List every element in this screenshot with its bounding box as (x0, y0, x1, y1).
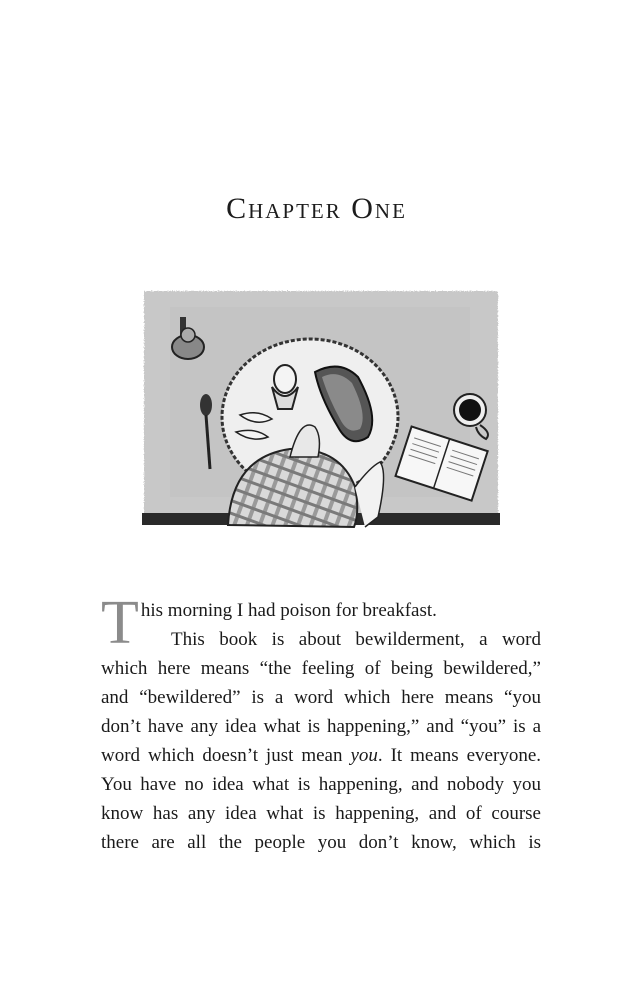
text-line: You have no idea what is happening, and nobody you (101, 774, 541, 795)
text-fragment: word which doesn’t just mean (101, 745, 351, 766)
text-line: This book is about bewilderment, a word (171, 629, 541, 650)
text-line (101, 741, 541, 770)
text-line: his morning I had poison for breakfast. (140, 600, 437, 621)
drop-cap: T (101, 589, 139, 657)
text-line: which here means “the feeling of being bewildered,” (101, 658, 541, 679)
breakfast-illustration (140, 287, 502, 530)
text-line: don’t have any idea what is happening,” and “you” is a (101, 716, 541, 737)
chapter-body-text (101, 589, 541, 857)
text-line: know has any idea what is happening, and of course (101, 803, 541, 824)
egg-cup-icon (274, 365, 296, 393)
italic-you: you (350, 745, 378, 766)
chapter-title: Chapter One (226, 192, 407, 225)
text-line: and “bewildered” is a word which here means “you (101, 687, 541, 708)
text-line: there are all the people you don’t know, which is (101, 832, 541, 853)
spoon-icon (200, 394, 212, 416)
text-fragment: . It means everyone. (377, 745, 541, 766)
